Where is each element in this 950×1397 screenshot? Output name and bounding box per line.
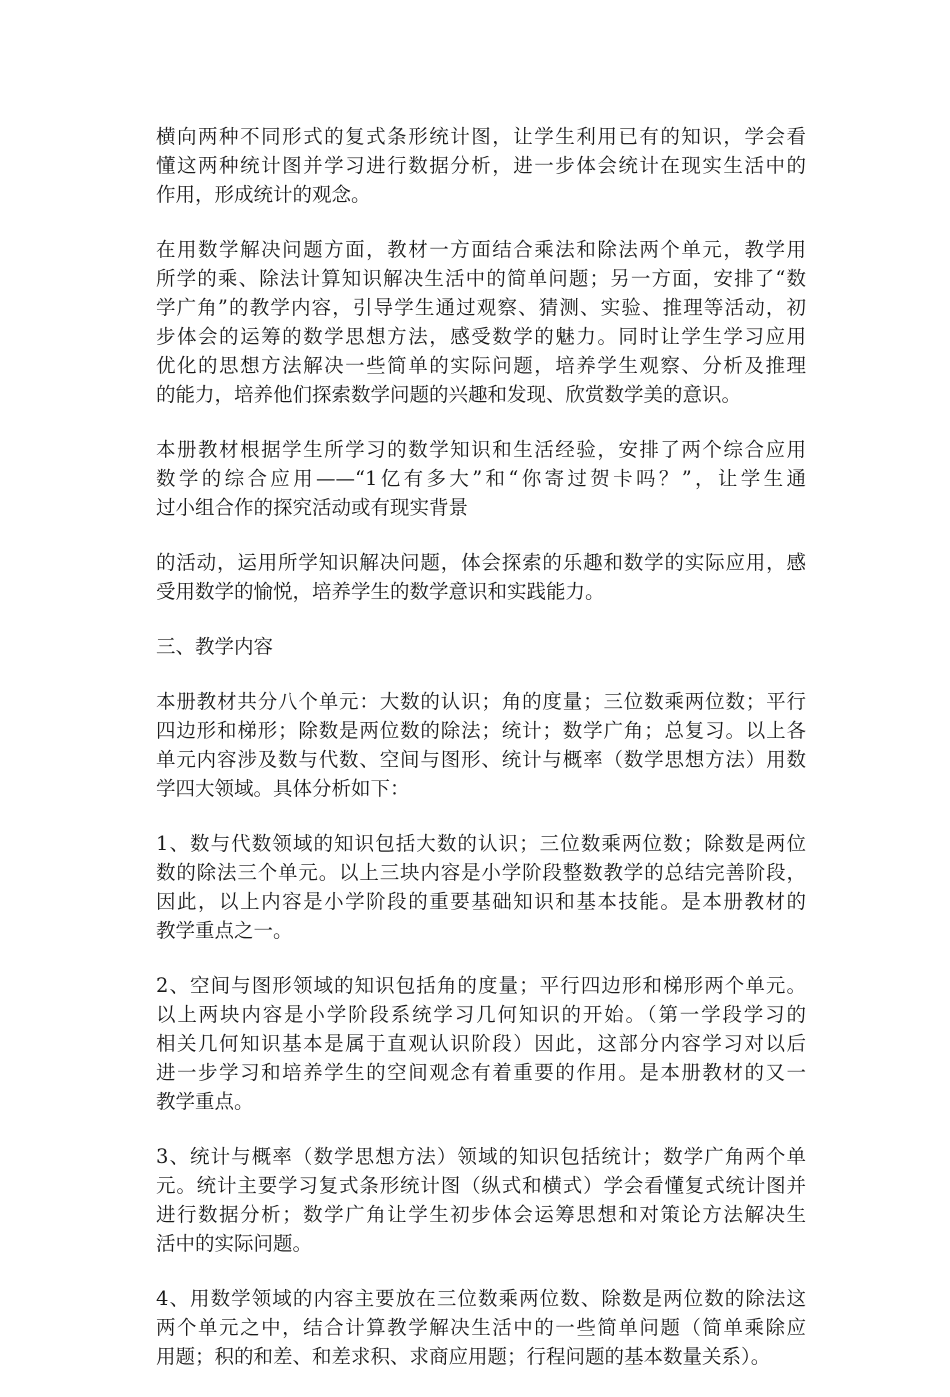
section-heading: 三、教学内容 bbox=[156, 635, 274, 658]
text-line: 单元内容涉及数与代数、空间与图形、统计与概率（数学思想方法）用数 bbox=[156, 748, 806, 771]
text-line: 教学重点。 bbox=[156, 1090, 254, 1113]
text-line: 教学重点之一。 bbox=[156, 919, 293, 942]
text-line: 本册教材根据学生所学习的数学知识和生活经验，安排了两个综合应用 bbox=[156, 438, 806, 461]
text-line: 受用数学的愉悦，培养学生的数学意识和实践能力。 bbox=[156, 580, 605, 603]
text-line: 的活动，运用所学知识解决问题，体会探索的乐趣和数学的实际应用，感 bbox=[156, 551, 806, 574]
text-line: 元。统计主要学习复式条形统计图（纵式和横式）学会看懂复式统计图并 bbox=[156, 1174, 806, 1197]
paragraph-problem-solving bbox=[156, 235, 806, 409]
text-line: 数学的综合应用——“1亿有多大”和“你寄过贺卡吗？”，让学生通 bbox=[156, 467, 806, 490]
text-line: 四边形和梯形；除数是两位数的除法；统计；数学广角；总复习。以上各 bbox=[156, 719, 806, 742]
text-line: 因此，以上内容是小学阶段的重要基础知识和基本技能。是本册教材的 bbox=[156, 890, 806, 913]
text-line: 3、统计与概率（数学思想方法）领域的知识包括统计；数学广角两个单 bbox=[156, 1145, 806, 1168]
text-line: 以上两块内容是小学阶段系统学习几何知识的开始。（第一学段学习的 bbox=[156, 1003, 806, 1026]
document-page bbox=[156, 122, 806, 1397]
text-line: 懂这两种统计图并学习进行数据分析，进一步体会统计在现实生活中的 bbox=[156, 154, 806, 177]
text-line: 步体会的运筹的数学思想方法，感受数学的魅力。同时让学生学习应用 bbox=[156, 325, 806, 348]
text-line: 优化的思想方法解决一些简单的实际问题，培养学生观察、分析及推理 bbox=[156, 354, 806, 377]
text-line: 作用，形成统计的观念。 bbox=[156, 183, 371, 206]
paragraph-point-4 bbox=[156, 1284, 806, 1371]
section-heading-teaching-content bbox=[156, 632, 806, 661]
text-line: 4、用数学领域的内容主要放在三位数乘两位数、除数是两位数的除法这 bbox=[156, 1287, 806, 1310]
text-line: 过小组合作的探究活动或有现实背景 bbox=[156, 496, 469, 519]
paragraph-point-2 bbox=[156, 971, 806, 1116]
text-line: 的能力，培养他们探索数学问题的兴趣和发现、欣赏数学美的意识。 bbox=[156, 383, 742, 406]
paragraph-comprehensive-application bbox=[156, 435, 806, 522]
paragraph-statistics-intro bbox=[156, 122, 806, 209]
text-line: 横向两种不同形式的复式条形统计图，让学生利用已有的知识，学会看 bbox=[156, 125, 806, 148]
text-line: 本册教材共分八个单元：大数的认识；角的度量；三位数乘两位数；平行 bbox=[156, 690, 806, 713]
text-line: 学广角”的教学内容，引导学生通过观察、猜测、实验、推理等活动，初 bbox=[156, 296, 806, 319]
text-line: 数的除法三个单元。以上三块内容是小学阶段整数教学的总结完善阶段， bbox=[156, 861, 806, 884]
text-line: 进一步学习和培养学生的空间观念有着重要的作用。是本册教材的又一 bbox=[156, 1061, 806, 1084]
text-line: 学四大领域。具体分析如下： bbox=[156, 777, 410, 800]
paragraph-point-1 bbox=[156, 829, 806, 945]
text-line: 所学的乘、除法计算知识解决生活中的简单问题；另一方面，安排了“数 bbox=[156, 267, 806, 290]
text-line: 在用数学解决问题方面，教材一方面结合乘法和除法两个单元，教学用 bbox=[156, 238, 806, 261]
text-line: 活中的实际问题。 bbox=[156, 1232, 313, 1255]
text-line: 用题；积的和差、和差求积、求商应用题；行程问题的基本数量关系）。 bbox=[156, 1345, 771, 1368]
paragraph-activity-continuation bbox=[156, 548, 806, 606]
text-line: 1、数与代数领域的知识包括大数的认识；三位数乘两位数；除数是两位 bbox=[156, 832, 806, 855]
text-line: 进行数据分析；数学广角让学生初步体会运筹思想和对策论方法解决生 bbox=[156, 1203, 806, 1226]
text-line: 2、空间与图形领域的知识包括角的度量；平行四边形和梯形两个单元。 bbox=[156, 974, 806, 997]
text-line: 相关几何知识基本是属于直观认识阶段）因此，这部分内容学习对以后 bbox=[156, 1032, 806, 1055]
paragraph-eight-units bbox=[156, 687, 806, 803]
paragraph-point-3 bbox=[156, 1142, 806, 1258]
text-line: 两个单元之中，结合计算教学解决生活中的一些简单问题（简单乘除应 bbox=[156, 1316, 806, 1339]
